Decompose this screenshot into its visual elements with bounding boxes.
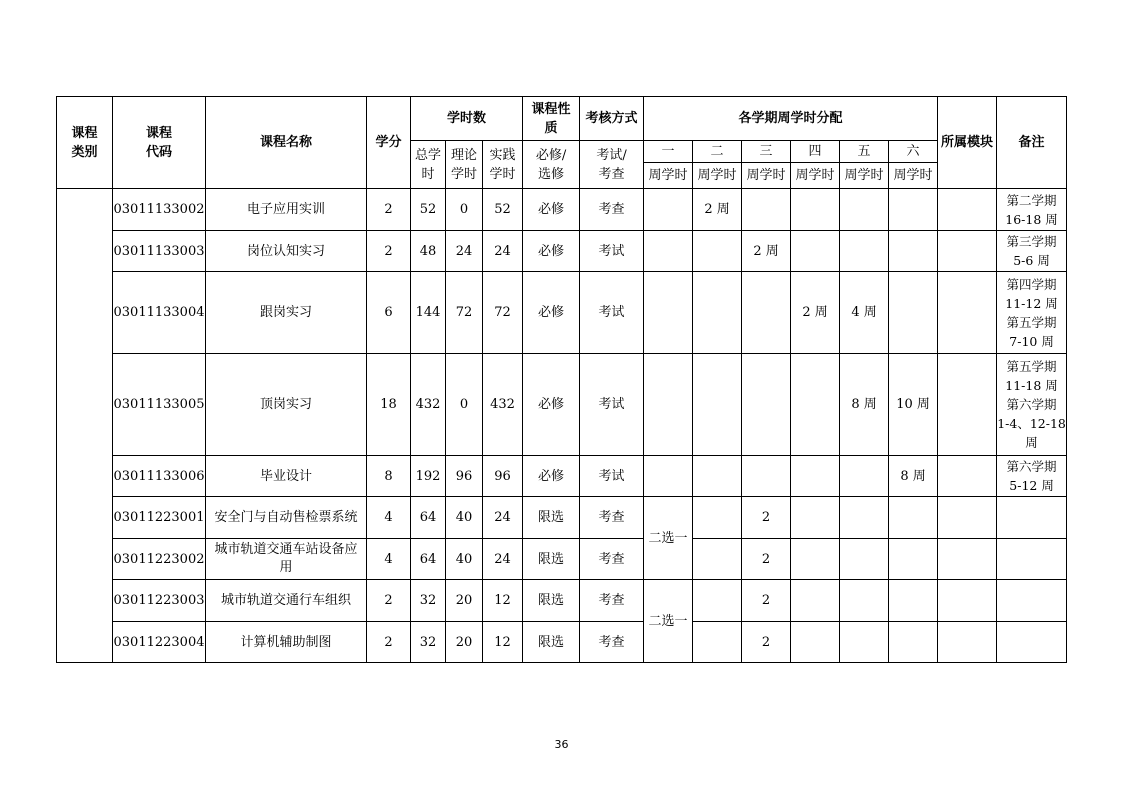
- header-week-hours-3: 周学时: [742, 163, 791, 189]
- header-semester-2: 二: [693, 141, 742, 163]
- assessment-method: 考试: [580, 456, 644, 497]
- header-remarks: 备注: [997, 97, 1067, 189]
- practice-hours: 12: [483, 622, 523, 663]
- course-name: 城市轨道交通行车组织: [206, 580, 367, 622]
- course-name: 城市轨道交通车站设备应 用: [206, 539, 367, 580]
- course-nature: 必修: [523, 456, 580, 497]
- course-name: 电子应用实训: [206, 189, 367, 231]
- header-nature-sub: 必修/ 选修: [523, 141, 580, 189]
- course-name: 安全门与自动售检票系统: [206, 497, 367, 539]
- table-row: [57, 272, 1067, 354]
- table-row: [57, 622, 1067, 663]
- course-code: 03011133004: [113, 272, 206, 354]
- remarks: 第六学期 5-12 周: [997, 456, 1067, 497]
- theory-hours: 40: [446, 497, 483, 539]
- course-name: 跟岗实习: [206, 272, 367, 354]
- header-module: 所属模块: [938, 97, 997, 189]
- category-cell: [57, 189, 113, 663]
- total-hours: 192: [411, 456, 446, 497]
- semester-6-hours: [889, 539, 938, 580]
- semester-2-hours: [693, 354, 742, 456]
- semester-5-hours: [840, 539, 889, 580]
- table-row: [57, 539, 1067, 580]
- elective-choice: 二选一: [644, 497, 693, 580]
- semester-6-hours: [889, 622, 938, 663]
- course-code: 03011223001: [113, 497, 206, 539]
- header-hours-practice: 实践 学时: [483, 141, 523, 189]
- theory-hours: 0: [446, 354, 483, 456]
- header-week-hours-1: 周学时: [644, 163, 693, 189]
- semester-4-hours: 2 周: [791, 272, 840, 354]
- practice-hours: 72: [483, 272, 523, 354]
- course-name: 岗位认知实习: [206, 231, 367, 272]
- remarks: 第三学期 5-6 周: [997, 231, 1067, 272]
- header-semester-3: 三: [742, 141, 791, 163]
- semester-6-hours: [889, 231, 938, 272]
- course-nature: 限选: [523, 580, 580, 622]
- semester-4-hours: [791, 622, 840, 663]
- remarks: [997, 497, 1067, 539]
- header-week-hours-2: 周学时: [693, 163, 742, 189]
- header-name: 课程名称: [206, 97, 367, 189]
- assessment-method: 考查: [580, 622, 644, 663]
- semester-6-hours: [889, 580, 938, 622]
- credit: 18: [367, 354, 411, 456]
- header-semester-4: 四: [791, 141, 840, 163]
- header-semester-6: 六: [889, 141, 938, 163]
- semester-3-hours: [742, 456, 791, 497]
- semester-2-hours: [693, 622, 742, 663]
- semester-1-hours: [644, 354, 693, 456]
- semester-6-hours: [889, 272, 938, 354]
- header-assessment: 考核方式: [580, 97, 644, 141]
- remarks: [997, 539, 1067, 580]
- table-row: [57, 497, 1067, 539]
- table-row: [57, 456, 1067, 497]
- semester-6-hours: 8 周: [889, 456, 938, 497]
- semester-1-hours: [644, 231, 693, 272]
- semester-2-hours: [693, 231, 742, 272]
- header-hours: 学时数: [411, 97, 523, 141]
- semester-4-hours: [791, 456, 840, 497]
- semester-3-hours: [742, 354, 791, 456]
- semester-5-hours: [840, 580, 889, 622]
- credit: 8: [367, 456, 411, 497]
- total-hours: 144: [411, 272, 446, 354]
- course-code: 03011223003: [113, 580, 206, 622]
- semester-6-hours: [889, 497, 938, 539]
- course-table: [56, 96, 1067, 663]
- course-nature: 必修: [523, 272, 580, 354]
- total-hours: 64: [411, 497, 446, 539]
- total-hours: 64: [411, 539, 446, 580]
- remarks: [997, 580, 1067, 622]
- elective-choice: 二选一: [644, 580, 693, 663]
- header-semester-distribution: 各学期周学时分配: [644, 97, 938, 141]
- module: [938, 539, 997, 580]
- table-row: [57, 231, 1067, 272]
- module: [938, 580, 997, 622]
- credit: 4: [367, 539, 411, 580]
- course-nature: 必修: [523, 354, 580, 456]
- header-hours-theory: 理论 学时: [446, 141, 483, 189]
- theory-hours: 20: [446, 580, 483, 622]
- theory-hours: 72: [446, 272, 483, 354]
- module: [938, 272, 997, 354]
- remarks: 第二学期 16-18 周: [997, 189, 1067, 231]
- semester-4-hours: [791, 580, 840, 622]
- table-row: [57, 189, 1067, 231]
- header-semester-1: 一: [644, 141, 693, 163]
- header-nature: 课程性 质: [523, 97, 580, 141]
- header-semester-5: 五: [840, 141, 889, 163]
- semester-4-hours: [791, 497, 840, 539]
- semester-5-hours: [840, 189, 889, 231]
- course-name: 顶岗实习: [206, 354, 367, 456]
- semester-5-hours: 8 周: [840, 354, 889, 456]
- remarks: [997, 622, 1067, 663]
- table-row: [57, 354, 1067, 456]
- course-name: 计算机辅助制图: [206, 622, 367, 663]
- practice-hours: 24: [483, 497, 523, 539]
- semester-3-hours: 2: [742, 497, 791, 539]
- semester-3-hours: 2: [742, 622, 791, 663]
- theory-hours: 20: [446, 622, 483, 663]
- header-code: 课程 代码: [113, 97, 206, 189]
- course-nature: 限选: [523, 622, 580, 663]
- total-hours: 52: [411, 189, 446, 231]
- course-nature: 限选: [523, 539, 580, 580]
- theory-hours: 40: [446, 539, 483, 580]
- theory-hours: 24: [446, 231, 483, 272]
- semester-3-hours: [742, 272, 791, 354]
- semester-6-hours: [889, 189, 938, 231]
- module: [938, 622, 997, 663]
- module: [938, 497, 997, 539]
- practice-hours: 24: [483, 231, 523, 272]
- header-week-hours-5: 周学时: [840, 163, 889, 189]
- course-nature: 必修: [523, 231, 580, 272]
- total-hours: 32: [411, 622, 446, 663]
- semester-2-hours: [693, 272, 742, 354]
- practice-hours: 24: [483, 539, 523, 580]
- semester-4-hours: [791, 189, 840, 231]
- assessment-method: 考试: [580, 231, 644, 272]
- course-nature: 必修: [523, 189, 580, 231]
- remarks: 第五学期 11-18 周 第六学期 1-4、12-18 周: [997, 354, 1067, 456]
- course-code: 03011133003: [113, 231, 206, 272]
- practice-hours: 12: [483, 580, 523, 622]
- practice-hours: 52: [483, 189, 523, 231]
- semester-2-hours: [693, 497, 742, 539]
- semester-1-hours: [644, 456, 693, 497]
- semester-4-hours: [791, 354, 840, 456]
- semester-3-hours: 2: [742, 580, 791, 622]
- semester-4-hours: [791, 539, 840, 580]
- credit: 2: [367, 231, 411, 272]
- total-hours: 432: [411, 354, 446, 456]
- semester-5-hours: [840, 497, 889, 539]
- module: [938, 354, 997, 456]
- semester-2-hours: 2 周: [693, 189, 742, 231]
- module: [938, 189, 997, 231]
- assessment-method: 考查: [580, 539, 644, 580]
- credit: 4: [367, 497, 411, 539]
- assessment-method: 考查: [580, 189, 644, 231]
- header-hours-total: 总学 时: [411, 141, 446, 189]
- semester-2-hours: [693, 539, 742, 580]
- table-row: [57, 580, 1067, 622]
- credit: 2: [367, 189, 411, 231]
- course-name: 毕业设计: [206, 456, 367, 497]
- course-code: 03011133005: [113, 354, 206, 456]
- course-code: 03011133006: [113, 456, 206, 497]
- course-code: 03011133002: [113, 189, 206, 231]
- theory-hours: 0: [446, 189, 483, 231]
- semester-1-hours: [644, 189, 693, 231]
- semester-5-hours: [840, 231, 889, 272]
- header-week-hours-6: 周学时: [889, 163, 938, 189]
- semester-2-hours: [693, 456, 742, 497]
- semester-2-hours: [693, 580, 742, 622]
- semester-3-hours: [742, 189, 791, 231]
- course-nature: 限选: [523, 497, 580, 539]
- semester-3-hours: 2 周: [742, 231, 791, 272]
- header-week-hours-4: 周学时: [791, 163, 840, 189]
- page-number: 36: [554, 738, 569, 751]
- module: [938, 456, 997, 497]
- semester-5-hours: 4 周: [840, 272, 889, 354]
- theory-hours: 96: [446, 456, 483, 497]
- assessment-method: 考查: [580, 497, 644, 539]
- semester-5-hours: [840, 622, 889, 663]
- module: [938, 231, 997, 272]
- semester-3-hours: 2: [742, 539, 791, 580]
- practice-hours: 432: [483, 354, 523, 456]
- credit: 2: [367, 622, 411, 663]
- assessment-method: 考查: [580, 580, 644, 622]
- course-code: 03011223004: [113, 622, 206, 663]
- semester-6-hours: 10 周: [889, 354, 938, 456]
- semester-4-hours: [791, 231, 840, 272]
- total-hours: 32: [411, 580, 446, 622]
- course-code: 03011223002: [113, 539, 206, 580]
- total-hours: 48: [411, 231, 446, 272]
- credit: 6: [367, 272, 411, 354]
- header-assessment-sub: 考试/ 考查: [580, 141, 644, 189]
- practice-hours: 96: [483, 456, 523, 497]
- semester-5-hours: [840, 456, 889, 497]
- assessment-method: 考试: [580, 354, 644, 456]
- remarks: 第四学期 11-12 周 第五学期 7-10 周: [997, 272, 1067, 354]
- semester-1-hours: [644, 272, 693, 354]
- header-credit: 学分: [367, 97, 411, 189]
- assessment-method: 考试: [580, 272, 644, 354]
- header-category: 课程 类别: [57, 97, 113, 189]
- credit: 2: [367, 580, 411, 622]
